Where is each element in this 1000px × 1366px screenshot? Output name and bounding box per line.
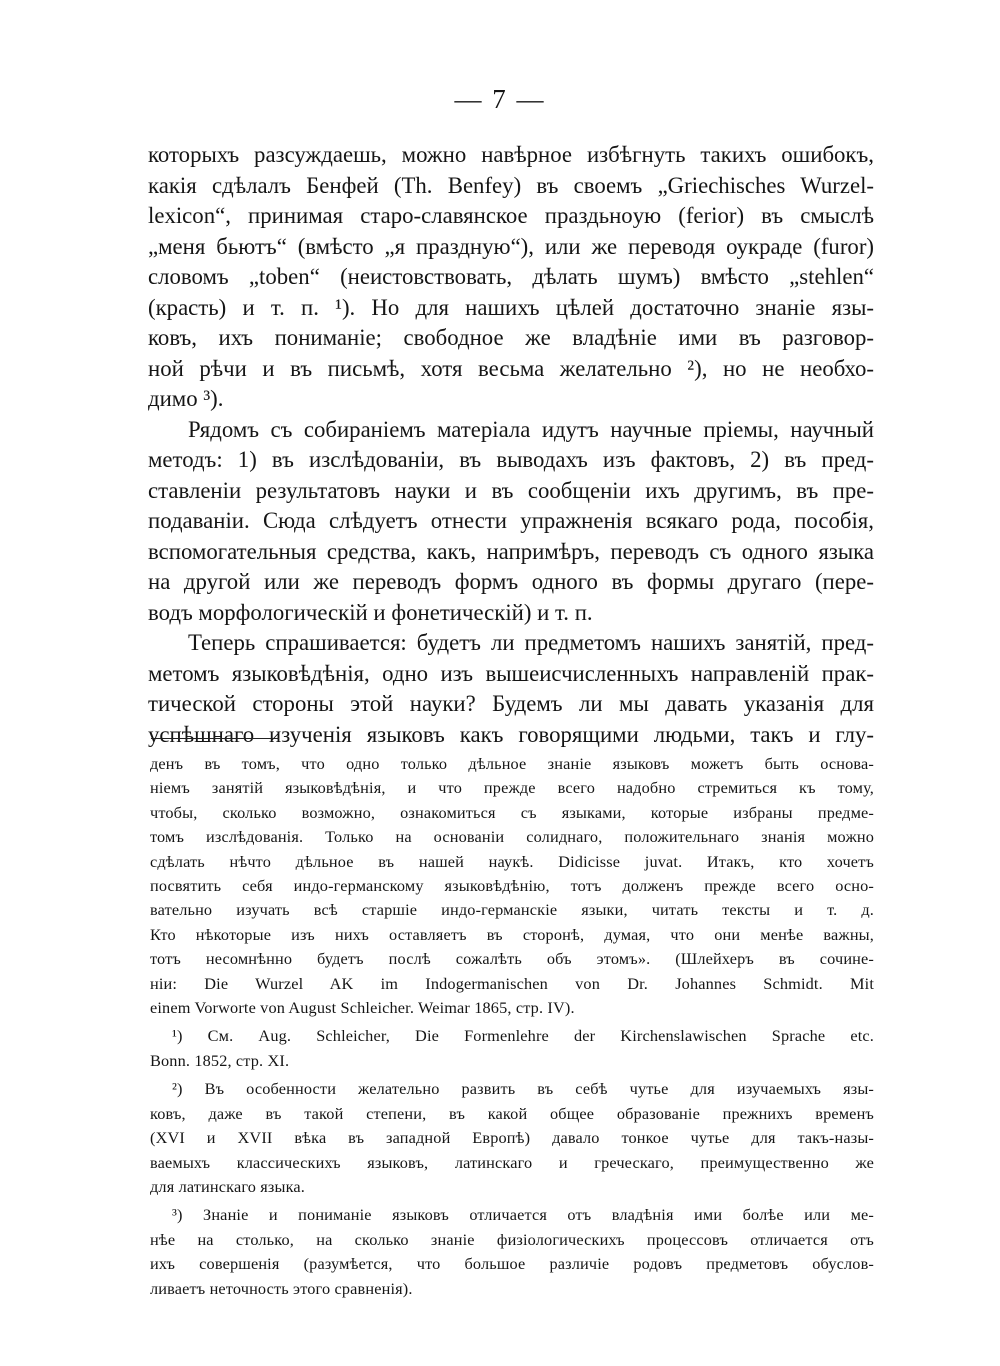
text-line: какія сдѣлалъ Бенфей (Th. Benfey) въ своемъ „Griechisches Wurzel-	[148, 172, 874, 198]
footnote-1	[150, 1024, 874, 1073]
text-line: Рядомъ съ собираніемъ матеріала идутъ научные пріемы, научный	[188, 416, 874, 442]
footnote-separator	[151, 738, 279, 739]
footnote-line: чтобы, сколько возможно, ознакомиться съ языками, которые избраны предме-	[150, 802, 874, 822]
footnotes	[150, 752, 874, 1301]
text-line: которыхъ разсуждаешь, можно навѣрное избѣгнуть такихъ ошибокъ,	[148, 142, 874, 167]
text-line: тической стороны этой науки? Будемъ ли мы давать указанія для	[148, 691, 874, 716]
text-line: (красть) и т. п. ¹). Но для нашихъ цѣлей достаточно знаніе язы-	[148, 294, 874, 320]
footnote-line: ніемъ занятій языковѣдѣнія, и что прежде всего надобно стремиться къ тому,	[150, 778, 874, 798]
text-line: ставленіи результатовъ науки и въ сообщеніи ихъ другимъ, въ пре-	[148, 477, 874, 503]
text-line: lexicon“, принимая старо-славянское праздьнoую (ferior) въ смыслѣ	[148, 203, 874, 228]
footnote-line: einem Vorworte von August Schleicher. Weimar 1865, стр. IV).	[150, 998, 575, 1018]
footnote-line: сдѣлать нѣчто дѣльное въ нашей наукѣ. Didicisse juvat. Итакъ, кто хочетъ	[150, 851, 874, 871]
paragraph-2	[148, 415, 874, 629]
footnote-line: ихъ совершенія (разумѣется, что большое различіе родовъ предметовъ обуслов-	[150, 1254, 874, 1274]
footnote-line: ваемыхъ классическихъ языковъ, латинскаго и греческаго, преимущественно же	[150, 1152, 874, 1172]
text-line: словомъ „toben“ (неистовствовать, дѣлать шумъ) вмѣсто „stehlen“	[148, 264, 874, 289]
footnote-line: вательно изучать всѣ старшіе индо-германскіе языки, читать тексты и т. д.	[150, 900, 874, 920]
footnote-line: посвятить себя индо-германскому языковѣдѣнію, тотъ долженъ прежде всего осно-	[150, 876, 874, 896]
footnote-line: ніи: Die Wurzel AK im Indogermanischen von Dr. Johannes Schmidt. Mit	[150, 973, 874, 993]
footnote-line: ¹) См. Aug. Schleicher, Die Formenlehre der Kirchenslawischen Sprache etc.	[172, 1026, 874, 1046]
footnote-line: Bonn. 1852, стр. XI.	[150, 1050, 290, 1070]
text-line: димо ³).	[148, 386, 224, 411]
footnote-line: ливаетъ неточность этого сравненія).	[150, 1278, 413, 1298]
footnote-continuation	[150, 752, 874, 1020]
text-line: на другой или же переводъ формъ одного въ формы другаго (пере-	[148, 569, 874, 594]
footnote-line: (XVI и XVII вѣка въ западной Европѣ) давало тонкое чутье для такъ-назы-	[150, 1128, 874, 1148]
text-line: метомъ языковѣдѣнія, одно изъ вышеисчисленныхъ направленій прак-	[148, 660, 874, 686]
footnote-line: нѣе на столько, на сколько знаніе физіологическихъ процессовъ отличается отъ	[150, 1229, 874, 1249]
text-line: ной рѣчи и въ письмѣ, хотя весьма желательно ²), но не необхо-	[148, 355, 874, 381]
text-line: методъ: 1) въ изслѣдованіи, въ выводахъ изъ фактовъ, 2) въ пред-	[148, 447, 874, 472]
text-line: успѣшнаго изученія языковъ какъ говорящими людьми, такъ и глу-	[148, 721, 874, 747]
footnote-line: томъ изслѣдованія. Только на основаніи солиднаго, положительнаго знанія можно	[150, 827, 874, 847]
main-text	[148, 140, 874, 750]
footnote-line: ³) Знаніе и пониманіе языковъ отличается отъ владѣнія ими болѣе или ме-	[172, 1205, 874, 1225]
footnote-line: денъ въ томъ, что одно только дѣльное знаніе языковъ можетъ быть основа-	[150, 754, 874, 773]
footnote-line: Кто нѣкоторые изъ нихъ оставляетъ въ сторонѣ, думая, что они менѣе важны,	[150, 924, 874, 944]
footnote-line: тотъ несомнѣнно будетъ послѣ сожалѣть объ этомъ». (Шлейхеръ въ сочине-	[150, 949, 874, 969]
text-line: водъ морфологическій и фонетическій) и т. п.	[148, 599, 593, 625]
text-line: вспомогательныя средства, какъ, напримѣръ, переводъ съ одного языка	[148, 538, 874, 564]
text-line: Теперь спрашивается: будетъ ли предметомъ нашихъ занятій, пред-	[188, 630, 874, 655]
text-line: „меня бьютъ“ (вмѣсто „я праздную“), или же переводя оукраде (furor)	[148, 233, 874, 259]
text-line: ковъ, ихъ пониманіе; свободное же владѣніе ими въ разговор-	[148, 325, 874, 350]
text-line: подаваніи. Сюда слѣдуетъ отнести упражненія всякаго рода, пособія,	[148, 508, 874, 533]
footnote-line: ²) Въ особенности желательно развить въ себѣ чутье для изучаемыхъ язы-	[172, 1079, 874, 1099]
paragraph-3	[148, 628, 874, 750]
footnote-line: для латинскаго языка.	[150, 1176, 306, 1196]
page-number: — 7 —	[454, 84, 546, 114]
paragraph-1	[148, 140, 874, 415]
footnote-3	[150, 1203, 874, 1301]
footnote-2	[150, 1077, 874, 1199]
footnote-line: ковъ, даже въ такой степени, въ какой общее образованіе прежнихъ временъ	[150, 1103, 874, 1123]
